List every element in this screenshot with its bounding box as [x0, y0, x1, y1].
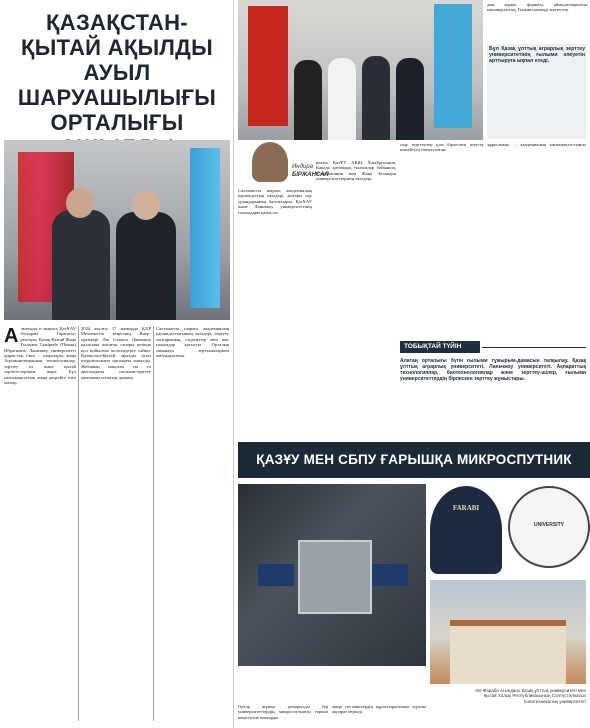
column-separator	[78, 326, 79, 721]
right-column-1	[238, 188, 312, 378]
person-left-head	[66, 188, 94, 218]
university-building-photo	[430, 580, 586, 684]
person-4	[396, 58, 424, 140]
banner-title: ҚАЗҰУ МЕН СБПУ ҒАРЫШҚА МИКРОСПУТНИК	[238, 442, 590, 478]
right-column-2-text: реаты, ҚазҰУ, АКШ, ҰлыБритания, Канада қоғамдық ғылымдар бойынша, Ұлыбритания мен Жаңа Зеландия университеттерінің өкілдері.	[316, 160, 396, 182]
person-right-head	[132, 190, 160, 220]
tobyktai-label: ТОБЫҚТАЙ ТҮЙІН	[400, 341, 480, 353]
left-column-3	[156, 326, 229, 721]
left-column-2	[81, 326, 151, 721]
signing-photo	[4, 140, 230, 320]
farabi-logo	[430, 486, 502, 574]
page-gutter	[233, 0, 234, 728]
right-column-3	[400, 142, 586, 337]
flag-kz	[434, 4, 472, 128]
photo-caption: Әл-Фараби атындағы Қазақ ұлттық университеті мен Қытай Халық Республикасының Солтүстік-Батыс политехникалық университеті	[475, 688, 586, 704]
person-2	[328, 58, 356, 140]
article-headline: ҚАЗАҚСТАН-ҚЫТАЙ АҚЫЛДЫ АУЫЛ ШАРУАШЫЛЫҒЫ ОРТАЛЫҒЫ	[17, 10, 217, 135]
right-column-2	[316, 160, 396, 378]
column-separator	[153, 326, 154, 721]
person-3	[362, 56, 390, 140]
solar-panel	[372, 564, 408, 586]
right-column-1-text: Салтанатты шараға академиялық қауымдастық өкілдері, жоғары оқу орындарының басшылары, ҚазҰАУ және Ланьчжоу университетінің ғалымдары қатысты.	[238, 188, 312, 215]
byline-last-name: БІРЖАНСАЛ	[292, 172, 329, 178]
group-photo	[238, 0, 483, 140]
left-column-2-text: 2024 жылғы 17 мамырда ҚХР Мемлекетік кеңесінің Вице-премьері Лю Гочжун Ланьчжоу қаласына жасаған сапары кезінде қол қойылған келісімдерге сәйкес Қазақстан-Қытай ақылды ауыл шаруашылығы орталығы ашылды. Жобаның мақсаты екі ел арасындағы ғылыми-зерттеу ынтымақтастығын дамыту.	[81, 326, 151, 380]
pull-quote: Бұл Қазақ ұлттық аграрлық зерттеу университетінің ғылыми әлеуетін арттыруға ықпал етеді.	[487, 44, 587, 139]
satellite-photo	[238, 484, 426, 666]
right-column-3-text: сіңу зерттеулер ұлы бірлескен зерттеу құрылымы. ... академиялық ынтымақтастықты нығайтуға бағытталған.	[400, 142, 586, 153]
dropcap: А	[4, 326, 19, 347]
university-seal	[508, 486, 590, 568]
satellite-body	[298, 540, 372, 614]
summary-text: Алатаң орталығы бүгін ғылыми тұжырым-дамасын талқылау. Қазақ ұлттық аграрлық университеті. Ланьчжоу университеті. Ақпараттық технологиялар, биотехнологиялар және зерттеу-шілер, ғылыми университеттердің бірлескен зерттеу жұмыстары.	[400, 358, 586, 382]
tobyktai-rule	[482, 347, 586, 348]
bottom-column-1	[238, 704, 328, 726]
person-left	[52, 210, 110, 320]
flag-china	[248, 6, 288, 126]
author-photo	[252, 142, 288, 182]
top-right-text-content: дың жұмыс форматы, ұйымдастырылған ынтымақтастық, Ғылыми кешенді зерттеулер.	[487, 2, 587, 12]
farabi-logo-label: FARABI	[452, 504, 480, 512]
byline-first-name: Индира	[292, 164, 313, 170]
flag-right	[190, 148, 220, 308]
building	[450, 620, 566, 684]
left-column-3-text: Салтанатты шараға академиялық қауымдастығының өкілдері, зерттеу топтарының, студенттер мен жас ғалымдар қатысты. Орталық заманауи зертханалармен жабдықталған.	[156, 326, 229, 359]
bottom-column-1-text: Ортақ жұмыс ұшырылды бір университеттердің микроспутнигін ғарыш кеңістігіне шығарды.	[238, 704, 328, 720]
person-1	[294, 60, 322, 140]
bottom-column-2-text: жаңа спутниктердің құрастырылғаны туралы ақпарат берілді.	[332, 704, 426, 715]
top-right-text	[487, 2, 587, 42]
solar-panel	[258, 564, 294, 586]
university-seal-label: UNIVERSITY	[533, 522, 564, 528]
left-column-1	[4, 326, 76, 721]
bottom-column-2	[332, 704, 426, 726]
left-column-1-text: лматыда ic-шарага ҚазҰАУ басқарма Төрағасы-ректоры, Қазақ-Қытай Жаңа Ғылыми Тәжірибе (Пекин) Ибрагимов, Ланьчжоу университеті дирек-тор Сюн ... шаралары, жаңа Агроинновациялық технологиялар, зерттеу ісі және қытай серіктестерімен шарт. Бұл ынтымақтастық жаңа деңгейге өтіп жатыр.	[4, 326, 76, 386]
person-right	[116, 212, 176, 320]
